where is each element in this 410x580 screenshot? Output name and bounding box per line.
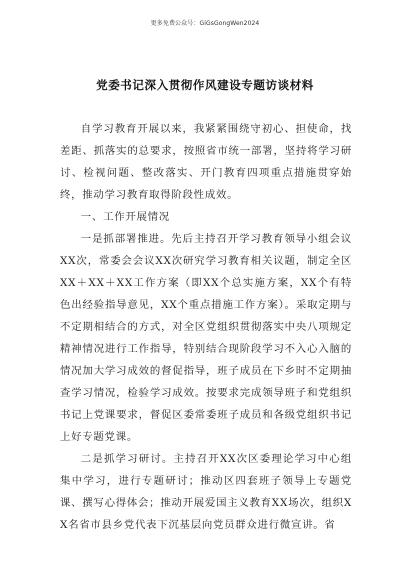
section-heading: 一、工作开展情况 xyxy=(80,211,170,223)
paragraph-intro: 自学习教育开展以来，我紧紧围绕守初心、担使命，找差距、抓落实的总要求，按照省市统一部署，坚持将学习研讨、检视问题、整改落实、开门教育四项重点措施贯穿始终，推动学习教育取得阶段性成效。 xyxy=(60,123,352,201)
document-body xyxy=(60,118,352,536)
paragraph-study: 二是抓学习研讨。主持召开XX次区委理论学习中心组集中学习，进行专题研讨；推动区四套班子领导上专题党课、撰写心得体会；推动开展爱国主义教育XX场次，组织XX名省市县乡党代表下沉基层向党员群众进行微宣讲。省 xyxy=(60,453,352,531)
paragraph-deployment: 一是抓部署推进。先后主持召开学习教育领导小组会议XX次，常委会会议XX次研究学习教育相关议题，制定全区XX＋XX＋XX工作方案（即XX个总实施方案，XX个有特色出经验指导意见，XX个重点措施工作方案）。采取定期与不定期相结合的方式，对全区党组织贯彻落实中央八项规定精神情况进行工作指导，特别结合现阶段学习不入心入脑的情况加大学习成效的督促指导，班子成员在下乡时不定期抽查学习情况，检验学习成效。按要求完成领导班子和党组织书记上党课要求，督促区委常委班子成员和各级党组织书记上好专题党课。 xyxy=(60,233,352,443)
header-note: 更多免费公众号：GiGsGongWen2024 xyxy=(150,20,260,27)
document-title: 党委书记深入贯彻作风建设专题访谈材料 xyxy=(96,78,314,92)
